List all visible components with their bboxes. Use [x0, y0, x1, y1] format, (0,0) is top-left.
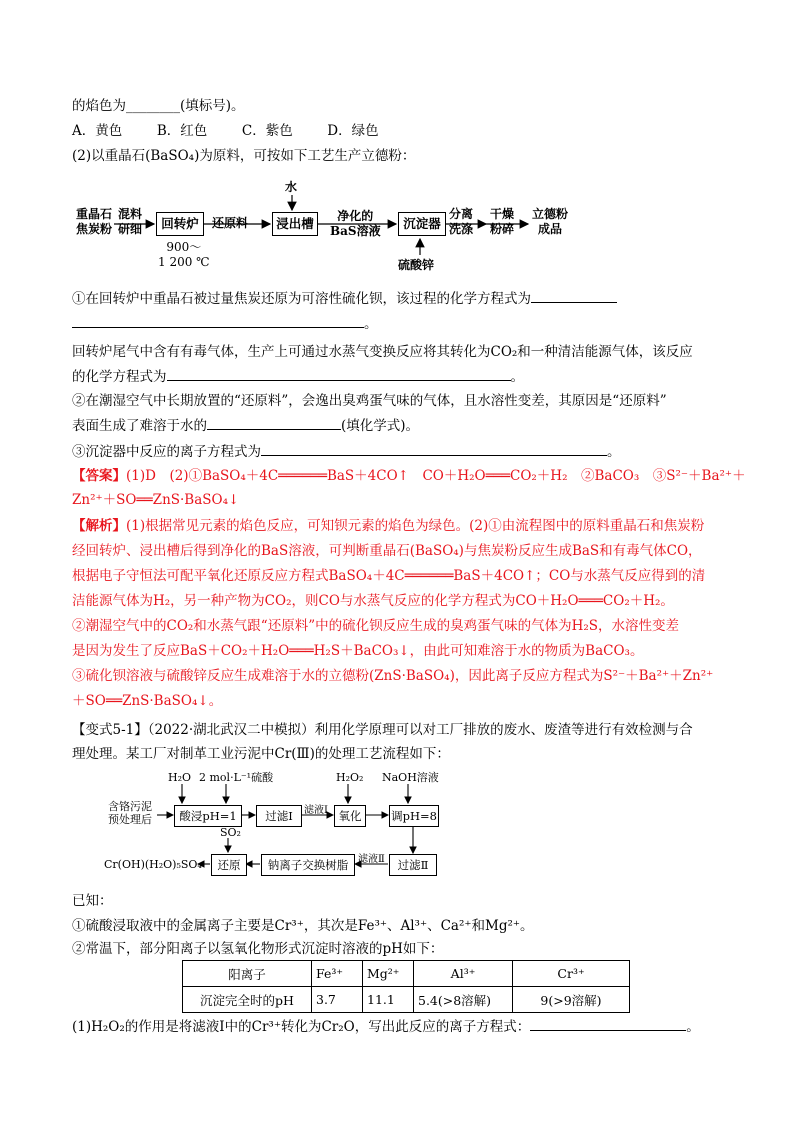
q-sub1-a-cont: 。 [72, 313, 378, 334]
flow2-acid-leach: 酸浸pH=1 [174, 805, 242, 827]
option-a: A．黄色 [72, 123, 123, 139]
answer-blank-6[interactable] [530, 1016, 686, 1031]
flow2-product: Cr(OH)(H₂O)₅SO₄ [104, 858, 202, 871]
flow2-filter-1: 过滤Ⅰ [256, 805, 302, 827]
answer-line2: Zn²⁺＋SO══ZnS·BaSO₄↓ [72, 492, 240, 508]
flow2-sulfuric-acid: 2 mol·L⁻¹硫酸 [199, 771, 274, 784]
analysis-line4: 洁能源气体为H₂，另一种产物为CO₂，则CO与水蒸气反应的化学方程式为CO＋H₂O═══CO₂＋H₂。 [72, 593, 674, 609]
flow1-precipitator: 沉淀器 [398, 212, 446, 236]
analysis-line2: 经回转炉、浸出槽后得到净化的BaS溶液，可判断重晶石(BaSO₄)与焦炭粉反应生成BaS和有毒气体CO， [72, 543, 702, 559]
q-sub1-a: ①在回转炉中重晶石被过量焦炭还原为可溶性硫化钡，该过程的化学方程式为 [72, 288, 617, 309]
answer-blank-3[interactable] [167, 366, 511, 381]
analysis-line5: ②潮湿空气中的CO₂和水蒸气跟“还原料”中的硫化钡反应生成的臭鸡蛋气味的气体为H₂S，水溶性变差 [72, 618, 680, 634]
flow2-ion-exchange-resin: 钠离子交换树脂 [261, 854, 355, 876]
table-cell: 9(>9溶解) [513, 987, 630, 1013]
flow2-h2o2: H₂O₂ [336, 771, 364, 784]
flow2-naoh: NaOH溶液 [382, 771, 439, 784]
analysis-line8: ＋SO══ZnS·BaSO₄↓。 [72, 693, 223, 709]
variant-line1: 【变式5-1】（2022·湖北武汉二中模拟）利用化学原理可以对工厂排放的废水、废渣等进行有效检测与合 [72, 722, 693, 738]
option-d: D．绿色 [327, 123, 379, 139]
option-c: C．紫色 [241, 123, 293, 139]
flow1-step2: 分离 洗涤 [449, 207, 474, 236]
flow2-so2: SO₂ [220, 826, 241, 839]
table-header-cell: 阳离子 [183, 961, 312, 987]
last-question: (1)H₂O₂的作用是将滤液Ⅰ中的Cr³⁺转化为Cr₂O，写出此反应的离子方程式： 。 [72, 1016, 700, 1037]
flow1-step1: 混料 研细 [118, 207, 143, 236]
precipitation-ph-table [182, 960, 630, 1013]
table-cell: 5.4(>8溶解) [414, 987, 513, 1013]
flow1-leach-tank: 浸出槽 [272, 212, 318, 236]
table-header-cell: Al³⁺ [414, 961, 513, 987]
flow1-zinc-sulfate: 硫酸锌 [398, 258, 435, 272]
flow2-filter-2: 过滤Ⅱ [389, 854, 437, 876]
table-cell: 沉淀完全时的pH [183, 987, 312, 1013]
q-sub1-c: 的化学方程式为 。 [72, 366, 524, 387]
table-header-cell: Mg²⁺ [363, 961, 414, 987]
analysis-line6: 是因为发生了反应BaS＋CO₂＋H₂O═══H₂S＋BaCO₃↓，由此可知难溶于水的物质为BaCO₃。 [72, 643, 644, 659]
table-cell: 3.7 [312, 987, 363, 1013]
q-sub2-b: 表面生成了难溶于水的 (填化学式)。 [72, 415, 419, 436]
variant-line2: 理处理。某工厂对制革工业污泥中Cr(Ⅲ)的处理工艺流程如下： [72, 746, 450, 762]
q2-intro: (2)以重晶石(BaSO₄)为原料，可按如下工艺生产立德粉： [72, 148, 416, 164]
flow2-oxidation: 氧化 [334, 805, 366, 827]
table-cell: 11.1 [363, 987, 414, 1013]
flow2-start: 含铬污泥 预处理后 [108, 800, 152, 826]
flow2-adjust-ph: 调pH=8 [389, 805, 439, 827]
q-sub2-a: ②在潮湿空气中长期放置的“还原料”，会逸出臭鸡蛋气味的气体，且水溶性变差，其原因是“还原料” [72, 393, 667, 409]
known-title: 已知： [72, 893, 113, 909]
flow1-end: 立德粉 成品 [532, 207, 569, 236]
flow1-step3: 干燥 粉碎 [490, 207, 515, 236]
flow1-arrows [0, 0, 800, 300]
flow2-h2o: H₂O [168, 771, 192, 784]
flow2-filtrate-1: 滤液Ⅰ [304, 805, 328, 816]
answer-blank-1[interactable] [531, 288, 617, 303]
table-row [183, 987, 630, 1013]
q1-tail: 的焰色为________(填标号)。 [72, 98, 245, 114]
flow1-reduced-material: 还原料 [212, 216, 249, 230]
table-header-row [183, 961, 630, 987]
answer-line1: 【答案】(1)D (2)①BaSO₄＋4C══════BaS＋4CO↑ CO＋H₂O═══CO₂＋H₂ ②BaCO₃ ③S²⁻＋Ba²⁺＋ [72, 468, 746, 484]
flow2-filtrate-2: 滤液Ⅱ [358, 854, 385, 865]
q-sub3: ③沉淀器中反应的离子方程式为 。 [72, 441, 621, 462]
answer-blank-5[interactable] [261, 441, 607, 456]
option-b: B．红色 [156, 123, 208, 139]
table-header-cell: Cr³⁺ [513, 961, 630, 987]
flow2-reduction: 还原 [211, 854, 247, 876]
analysis-line3: 根据电子守恒法可配平氧化还原反应方程式BaSO₄＋4C══════BaS＋4CO↑；CO与水蒸气反应得到的清 [72, 568, 706, 584]
analysis-line7: ③硫化钡溶液与硫酸锌反应生成难溶于水的立德粉(ZnS·BaSO₄)，因此离子反应方程式为S²⁻＋Ba²⁺＋Zn²⁺ [72, 668, 714, 684]
flow1-temp: 900～ 1 200 ℃ [158, 240, 210, 269]
answer-blank-2[interactable] [72, 313, 364, 328]
flow1-start: 重晶石 焦炭粉 [76, 207, 113, 236]
answer-blank-4[interactable] [207, 415, 341, 430]
table-header-cell: Fe³⁺ [312, 961, 363, 987]
q-sub1-b: 回转炉尾气中含有有毒气体，生产上可通过水蒸气变换反应将其转化为CO₂和一种清洁能源气体，该反应 [72, 344, 693, 360]
flow1-rotary-kiln: 回转炉 [156, 212, 204, 236]
known-item2: ②常温下，部分阳离子以氢氧化物形式沉淀时溶液的pH如下： [72, 941, 444, 957]
flow1-bas-solution: 净化的 BaS溶液 [330, 209, 381, 238]
flow1-water: 水 [285, 180, 298, 194]
analysis-line1: 【解析】(1)根据常见元素的焰色反应，可知钡元素的焰色为绿色。(2)①由流程图中的原料重晶石和焦炭粉 [72, 518, 705, 534]
known-item1: ①硫酸浸取液中的金属离子主要是Cr³⁺，其次是Fe³⁺、Al³⁺、Ca²⁺和Mg²⁺。 [72, 918, 534, 934]
